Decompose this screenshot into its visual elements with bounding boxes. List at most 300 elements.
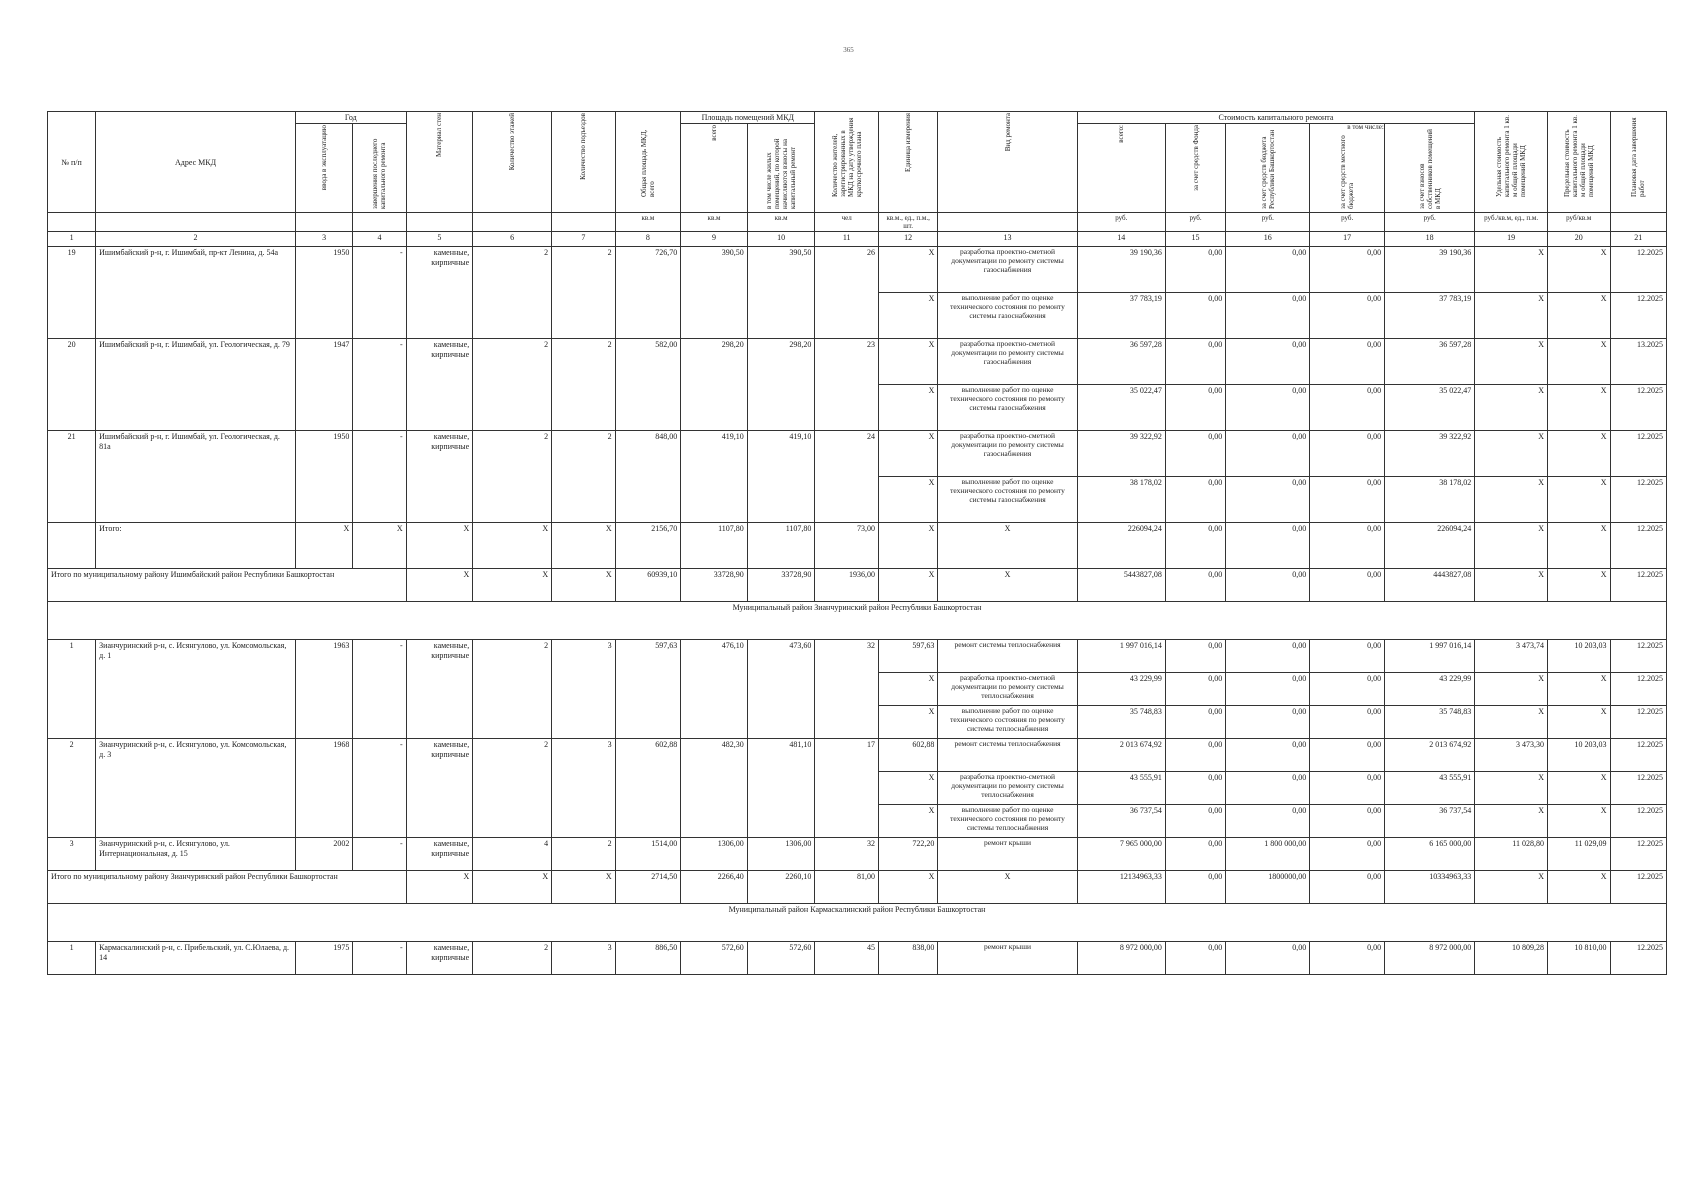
table-cell: -: [353, 942, 406, 975]
hdr-area-living: в том числе жилых помещений, по которой начисляются взносы на капитальный ремонт: [747, 124, 815, 213]
table-cell: -: [353, 431, 406, 523]
table-cell: 572,60: [681, 942, 748, 975]
table-cell: 1306,00: [747, 838, 815, 871]
column-number-14: 14: [1077, 232, 1165, 247]
table-cell: Ишимбайский р-н, г. Ишимбай, пр-кт Ленина, д. 54а: [96, 247, 296, 339]
table-cell: 12.2025: [1610, 739, 1667, 772]
table-cell: 6 165 000,00: [1385, 838, 1475, 871]
table-cell: 0,00: [1310, 772, 1385, 805]
hdr-cost-fund: в том числе: за счет средств Фонда: [1165, 124, 1225, 213]
table-cell: 0,00: [1310, 293, 1385, 339]
table-cell: X: [878, 523, 937, 569]
table-row: [48, 247, 1667, 293]
table-cell: 0,00: [1310, 838, 1385, 871]
table-cell: 2: [473, 339, 552, 431]
table-row: [48, 431, 1667, 477]
table-cell: 0,00: [1226, 739, 1310, 772]
table-cell: 12.2025: [1610, 942, 1667, 975]
table-cell: 0,00: [1310, 805, 1385, 838]
table-cell: 602,88: [615, 739, 681, 838]
unit-12: кв.м., ед., п.м., шт.: [878, 213, 937, 232]
table-cell: 726,70: [615, 247, 681, 339]
table-cell: 36 597,28: [1385, 339, 1475, 385]
table-cell: Муниципальный район Кармаскалинский район Республики Башкортостан: [48, 904, 1667, 942]
table-row: [48, 739, 1667, 772]
table-cell: X: [1475, 673, 1548, 706]
table-cell: 419,10: [681, 431, 748, 523]
unit-10: кв.м: [747, 213, 815, 232]
table-cell: 1 800 000,00: [1226, 838, 1310, 871]
table-cell: 12134963,33: [1077, 871, 1165, 904]
table-cell: X: [878, 293, 937, 339]
table-cell: 8 972 000,00: [1077, 942, 1165, 975]
column-number-10: 10: [747, 232, 815, 247]
table-cell: 1950: [295, 431, 352, 523]
column-number-4: 4: [353, 232, 406, 247]
table-cell: X: [295, 523, 352, 569]
unit-8: кв.м: [615, 213, 681, 232]
table-cell: X: [878, 569, 937, 602]
table-cell: 1: [48, 942, 96, 975]
table-cell: 8 972 000,00: [1385, 942, 1475, 975]
table-cell: X: [878, 871, 937, 904]
table-cell: X: [878, 431, 937, 477]
table-cell: 298,20: [747, 339, 815, 431]
table-cell: 0,00: [1310, 569, 1385, 602]
table-cell: X: [1548, 706, 1611, 739]
table-cell: 0,00: [1165, 871, 1225, 904]
table-cell: X: [552, 523, 616, 569]
table-cell: 12.2025: [1610, 640, 1667, 673]
table-cell: 2: [48, 739, 96, 838]
table-cell: 2714,50: [615, 871, 681, 904]
column-number-21: 21: [1610, 232, 1667, 247]
table-cell: X: [1475, 569, 1548, 602]
table-cell: 2: [473, 431, 552, 523]
table-cell: выполнение работ по оценке технического состояния по ремонту системы газоснабжения: [938, 477, 1077, 523]
table-cell: X: [878, 247, 937, 293]
table-cell: X: [1475, 805, 1548, 838]
table-cell: 0,00: [1165, 673, 1225, 706]
table-cell: Итого по муниципальному району Ишимбайский район Республики Башкортостан: [48, 569, 407, 602]
section-header-row: [48, 602, 1667, 640]
table-cell: 0,00: [1226, 706, 1310, 739]
column-number-2: 2: [96, 232, 296, 247]
table-cell: 26: [815, 247, 879, 339]
table-cell: 39 322,92: [1385, 431, 1475, 477]
hdr-residents: Количество жителей, зарегистрированных в МКД на дату утверждения краткосрочного плана: [815, 112, 879, 213]
table-cell: 12.2025: [1610, 706, 1667, 739]
unit-20: руб/кв.м: [1548, 213, 1611, 232]
unit-14: руб.: [1077, 213, 1165, 232]
table-cell: 33728,90: [747, 569, 815, 602]
table-cell: 0,00: [1310, 871, 1385, 904]
table-cell: 0,00: [1226, 772, 1310, 805]
table-cell: X: [1548, 477, 1611, 523]
table-cell: 0,00: [1226, 385, 1310, 431]
table-cell: X: [1475, 431, 1548, 477]
table-cell: 3 473,30: [1475, 739, 1548, 772]
table-cell: [552, 213, 616, 232]
table-cell: Муниципальный район Зианчуринский район Республики Башкортостан: [48, 602, 1667, 640]
table-cell: 7 965 000,00: [1077, 838, 1165, 871]
table-cell: 12.2025: [1610, 772, 1667, 805]
table-cell: [938, 213, 1077, 232]
table-cell: 2156,70: [615, 523, 681, 569]
table-cell: 722,20: [878, 838, 937, 871]
table-cell: ремонт крыши: [938, 838, 1077, 871]
column-number-9: 9: [681, 232, 748, 247]
table-cell: выполнение работ по оценке технического состояния по ремонту системы теплоснабжения: [938, 706, 1077, 739]
table-cell: 11 028,80: [1475, 838, 1548, 871]
hdr-floors: Количество этажей: [473, 112, 552, 213]
table-cell: 390,50: [681, 247, 748, 339]
table-cell: X: [878, 477, 937, 523]
table-cell: 2: [473, 247, 552, 339]
table-cell: разработка проектно-сметной документации по ремонту системы теплоснабжения: [938, 772, 1077, 805]
table-cell: выполнение работ по оценке технического состояния по ремонту системы газоснабжения: [938, 385, 1077, 431]
table-row: [48, 942, 1667, 975]
table-cell: X: [1475, 871, 1548, 904]
table-cell: разработка проектно-сметной документации по ремонту системы газоснабжения: [938, 431, 1077, 477]
table-cell: 43 555,91: [1385, 772, 1475, 805]
table-cell: [353, 213, 406, 232]
table-cell: 33728,90: [681, 569, 748, 602]
unit-16: руб.: [1226, 213, 1310, 232]
table-cell: 5443827,08: [1077, 569, 1165, 602]
table-cell: [48, 523, 96, 569]
table-cell: X: [473, 569, 552, 602]
table-cell: 1 997 016,14: [1077, 640, 1165, 673]
table-cell: 39 322,92: [1077, 431, 1165, 477]
table-cell: 0,00: [1310, 739, 1385, 772]
table-cell: 43 555,91: [1077, 772, 1165, 805]
hdr-unit-cost: Удельная стоимость капитального ремонта 1 кв. м общей площади помещений МКД: [1475, 112, 1548, 213]
column-number-13: 13: [938, 232, 1077, 247]
table-cell: 12.2025: [1610, 569, 1667, 602]
table-cell: 10334963,33: [1385, 871, 1475, 904]
table-cell: 0,00: [1165, 569, 1225, 602]
table-cell: 2260,10: [747, 871, 815, 904]
unit-18: руб.: [1385, 213, 1475, 232]
table-cell: 35 022,47: [1385, 385, 1475, 431]
table-cell: ремонт системы теплоснабжения: [938, 640, 1077, 673]
table-cell: 35 748,83: [1077, 706, 1165, 739]
table-cell: 3: [552, 942, 616, 975]
table-cell: X: [1548, 673, 1611, 706]
table-cell: X: [353, 523, 406, 569]
table-cell: 0,00: [1226, 247, 1310, 293]
table-cell: X: [1475, 706, 1548, 739]
unit-17: руб.: [1310, 213, 1385, 232]
table-cell: X: [878, 339, 937, 385]
table-cell: 35 748,83: [1385, 706, 1475, 739]
table-cell: 0,00: [1310, 339, 1385, 385]
table-cell: 0,00: [1310, 247, 1385, 293]
column-number-16: 16: [1226, 232, 1310, 247]
column-number-17: 17: [1310, 232, 1385, 247]
table-cell: разработка проектно-сметной документации по ремонту системы газоснабжения: [938, 339, 1077, 385]
table-cell: ремонт крыши: [938, 942, 1077, 975]
table-cell: 597,63: [878, 640, 937, 673]
table-cell: 0,00: [1165, 838, 1225, 871]
table-cell: 12.2025: [1610, 293, 1667, 339]
table-cell: разработка проектно-сметной документации по ремонту системы теплоснабжения: [938, 673, 1077, 706]
table-cell: 4443827,08: [1385, 569, 1475, 602]
column-number-15: 15: [1165, 232, 1225, 247]
table-cell: 2: [473, 942, 552, 975]
table-cell: 36 597,28: [1077, 339, 1165, 385]
table-cell: X: [1475, 293, 1548, 339]
table-row: [48, 838, 1667, 871]
table-cell: X: [1548, 805, 1611, 838]
table-cell: 81,00: [815, 871, 879, 904]
table-cell: 390,50: [747, 247, 815, 339]
table-cell: 2266,40: [681, 871, 748, 904]
table-cell: 60939,10: [615, 569, 681, 602]
table-cell: X: [1548, 871, 1611, 904]
table-cell: X: [1548, 247, 1611, 293]
table-cell: 0,00: [1226, 569, 1310, 602]
table-cell: 1936,00: [815, 569, 879, 602]
table-cell: 838,00: [878, 942, 937, 975]
table-cell: 24: [815, 431, 879, 523]
table-cell: 0,00: [1165, 805, 1225, 838]
table-cell: 2: [552, 838, 616, 871]
municipal-total-row: [48, 569, 1667, 602]
hdr-cost-group: Стоимость капитального ремонта: [1077, 112, 1475, 124]
table-cell: X: [1475, 477, 1548, 523]
table-cell: 21: [48, 431, 96, 523]
table-cell: X: [1548, 293, 1611, 339]
column-number-19: 19: [1475, 232, 1548, 247]
table-cell: 0,00: [1310, 640, 1385, 673]
table-cell: выполнение работ по оценке технического состояния по ремонту системы газоснабжения: [938, 293, 1077, 339]
table-cell: X: [473, 523, 552, 569]
table-cell: 886,50: [615, 942, 681, 975]
table-cell: 12.2025: [1610, 477, 1667, 523]
table-cell: каменные, кирпичные: [406, 339, 473, 431]
table-cell: 12.2025: [1610, 247, 1667, 293]
table-cell: 0,00: [1226, 477, 1310, 523]
table-cell: [295, 213, 352, 232]
table-cell: 0,00: [1165, 339, 1225, 385]
table-cell: X: [878, 805, 937, 838]
table-cell: -: [353, 247, 406, 339]
table-cell: 0,00: [1226, 293, 1310, 339]
table-cell: 0,00: [1310, 942, 1385, 975]
table-cell: 0,00: [1165, 523, 1225, 569]
table-cell: 4: [473, 838, 552, 871]
unit-19: руб./кв.м, ед., п.м.: [1475, 213, 1548, 232]
table-cell: 12.2025: [1610, 871, 1667, 904]
table-cell: 2002: [295, 838, 352, 871]
table-cell: X: [406, 871, 473, 904]
table-cell: Итого:: [96, 523, 296, 569]
column-number-1: 1: [48, 232, 96, 247]
table-cell: 38 178,02: [1077, 477, 1165, 523]
table-cell: 37 783,19: [1385, 293, 1475, 339]
subtotal-row: [48, 523, 1667, 569]
column-number-7: 7: [552, 232, 616, 247]
column-number-5: 5: [406, 232, 473, 247]
table-cell: 0,00: [1165, 942, 1225, 975]
table-cell: X: [938, 569, 1077, 602]
column-number-3: 3: [295, 232, 352, 247]
table-cell: 0,00: [1310, 385, 1385, 431]
table-cell: Итого по муниципальному району Зианчуринский район Республики Башкортостан: [48, 871, 407, 904]
table-cell: 3: [552, 640, 616, 739]
table-cell: 10 203,03: [1548, 640, 1611, 673]
table-cell: 3: [552, 739, 616, 838]
table-cell: 12.2025: [1610, 523, 1667, 569]
table-cell: 10 810,00: [1548, 942, 1611, 975]
hdr-limit-cost: Предельная стоимость капитального ремонта 1 кв. м общей площади помещений МКД: [1548, 112, 1611, 213]
table-cell: 2: [552, 431, 616, 523]
table-cell: 3: [48, 838, 96, 871]
table-cell: 0,00: [1310, 523, 1385, 569]
hdr-num: № п/п: [48, 112, 96, 213]
table-cell: 12.2025: [1610, 385, 1667, 431]
table-cell: 0,00: [1165, 640, 1225, 673]
table-cell: [473, 213, 552, 232]
table-cell: 0,00: [1226, 523, 1310, 569]
table-row: [48, 339, 1667, 385]
table-cell: Зианчуринский р-н, с. Исянгулово, ул. Комсомольская, д. 3: [96, 739, 296, 838]
table-cell: Кармаскалинский р-н, с. Прибельский, ул. С.Юлаева, д. 14: [96, 942, 296, 975]
table-cell: 19: [48, 247, 96, 339]
table-cell: -: [353, 739, 406, 838]
table-cell: 1950: [295, 247, 352, 339]
table-cell: 0,00: [1226, 942, 1310, 975]
table-cell: 39 190,36: [1385, 247, 1475, 293]
table-cell: 10 203,03: [1548, 739, 1611, 772]
table-cell: X: [878, 673, 937, 706]
hdr-unit: Единица измерения: [878, 112, 937, 213]
table-cell: 0,00: [1226, 431, 1310, 477]
table-cell: X: [878, 706, 937, 739]
unit-15: руб.: [1165, 213, 1225, 232]
table-cell: X: [1475, 247, 1548, 293]
table-cell: 298,20: [681, 339, 748, 431]
column-numbers-row: [48, 232, 1667, 247]
table-cell: каменные, кирпичные: [406, 247, 473, 339]
table-cell: 473,60: [747, 640, 815, 739]
column-number-20: 20: [1548, 232, 1611, 247]
table-cell: 45: [815, 942, 879, 975]
hdr-area-all: всего: [681, 124, 748, 213]
hdr-cost-local: за счет средств местного бюджета: [1310, 124, 1385, 213]
table-cell: 597,63: [615, 640, 681, 739]
table-cell: 2 013 674,92: [1077, 739, 1165, 772]
table-cell: 0,00: [1165, 772, 1225, 805]
table-cell: 1947: [295, 339, 352, 431]
hdr-total-area: Общая площадь МКД, всего: [615, 112, 681, 213]
table-cell: 419,10: [747, 431, 815, 523]
table-cell: 1 997 016,14: [1385, 640, 1475, 673]
hdr-repair-type: Вид ремонта: [938, 112, 1077, 213]
page-number: 365: [843, 46, 854, 54]
column-number-6: 6: [473, 232, 552, 247]
table-cell: 582,00: [615, 339, 681, 431]
table-cell: 476,10: [681, 640, 748, 739]
table-cell: 17: [815, 739, 879, 838]
table-cell: 2: [552, 247, 616, 339]
table-cell: 20: [48, 339, 96, 431]
table-cell: Ишимбайский р-н, г. Ишимбай, ул. Геологическая, д. 81а: [96, 431, 296, 523]
table-cell: 1514,00: [615, 838, 681, 871]
hdr-last-repair-year: завершения последнего капитального ремонта: [353, 124, 406, 213]
table-cell: 43 229,99: [1077, 673, 1165, 706]
table-cell: 226094,24: [1077, 523, 1165, 569]
table-cell: 572,60: [747, 942, 815, 975]
table-cell: 0,00: [1165, 706, 1225, 739]
section-header-row: [48, 904, 1667, 942]
table-cell: Зианчуринский р-н, с. Исянгулово, ул. Комсомольская, д. 1: [96, 640, 296, 739]
table-cell: X: [878, 385, 937, 431]
table-cell: 602,88: [878, 739, 937, 772]
table-cell: 481,10: [747, 739, 815, 838]
table-cell: 0,00: [1310, 431, 1385, 477]
table-cell: 0,00: [1165, 293, 1225, 339]
table-cell: 43 229,99: [1385, 673, 1475, 706]
table-cell: 3 473,74: [1475, 640, 1548, 673]
table-cell: 0,00: [1226, 640, 1310, 673]
table-cell: 2 013 674,92: [1385, 739, 1475, 772]
table-cell: 1800000,00: [1226, 871, 1310, 904]
table-cell: 0,00: [1226, 673, 1310, 706]
table-cell: 36 737,54: [1077, 805, 1165, 838]
table-cell: -: [353, 339, 406, 431]
table-cell: 1963: [295, 640, 352, 739]
table-cell: каменные, кирпичные: [406, 640, 473, 739]
hdr-incl: в том числе:: [1347, 123, 1384, 132]
table-cell: X: [1548, 339, 1611, 385]
table-cell: 12.2025: [1610, 673, 1667, 706]
table-cell: 0,00: [1165, 385, 1225, 431]
table-cell: Зианчуринский р-н, с. Исянгулово, ул. Интернациональная, д. 15: [96, 838, 296, 871]
table-cell: 2: [473, 640, 552, 739]
table-cell: 0,00: [1165, 431, 1225, 477]
table-cell: 0,00: [1165, 739, 1225, 772]
table-cell: 2: [552, 339, 616, 431]
column-number-12: 12: [878, 232, 937, 247]
column-number-11: 11: [815, 232, 879, 247]
hdr-cost-total: всего:: [1077, 124, 1165, 213]
table-cell: Ишимбайский р-н, г. Ишимбай, ул. Геологическая, д. 79: [96, 339, 296, 431]
header-row-1: [48, 112, 1667, 124]
table-cell: X: [406, 569, 473, 602]
table-cell: X: [1475, 339, 1548, 385]
table-row: [48, 640, 1667, 673]
table-cell: ремонт системы теплоснабжения: [938, 739, 1077, 772]
table-cell: 13.2025: [1610, 339, 1667, 385]
table-cell: 0,00: [1310, 673, 1385, 706]
table-cell: 38 178,02: [1385, 477, 1475, 523]
table-cell: X: [878, 772, 937, 805]
table-cell: X: [1548, 772, 1611, 805]
table-cell: 0,00: [1310, 477, 1385, 523]
table-cell: 0,00: [1165, 247, 1225, 293]
column-number-18: 18: [1385, 232, 1475, 247]
table-cell: X: [473, 871, 552, 904]
table-cell: X: [938, 871, 1077, 904]
table-cell: разработка проектно-сметной документации по ремонту системы газоснабжения: [938, 247, 1077, 293]
table-cell: [96, 213, 296, 232]
table-cell: 226094,24: [1385, 523, 1475, 569]
table-cell: [406, 213, 473, 232]
table-cell: 1306,00: [681, 838, 748, 871]
